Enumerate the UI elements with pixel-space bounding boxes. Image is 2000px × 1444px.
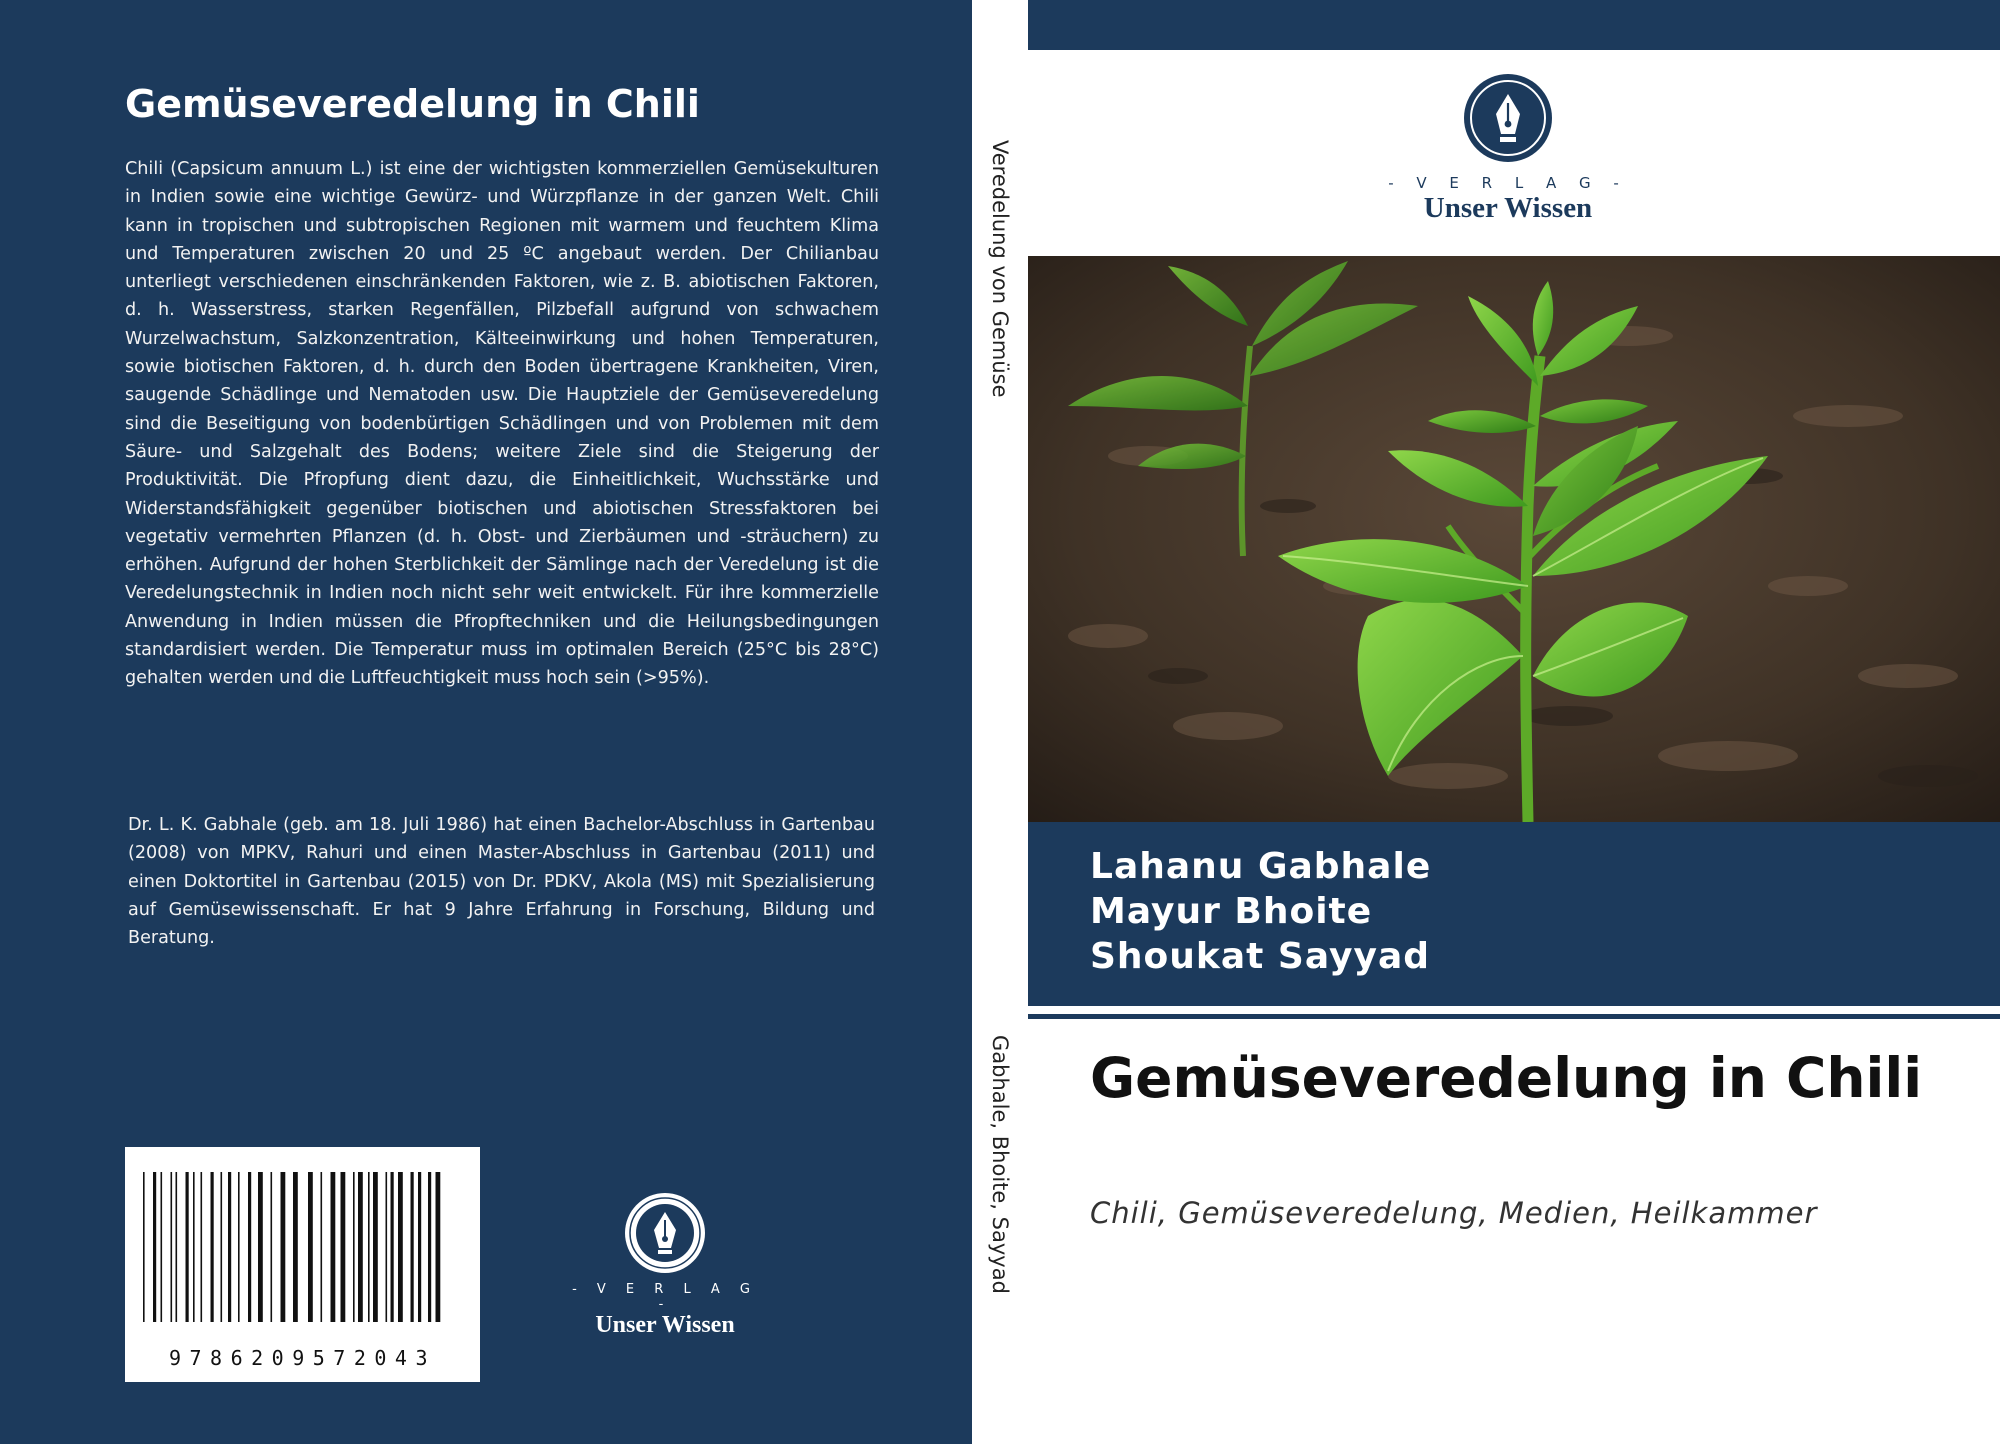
- front-cover-title: Gemüseveredelung in Chili: [1090, 1046, 1923, 1110]
- back-publisher-name: Unser Wissen: [595, 1312, 735, 1338]
- barcode-bar: [271, 1172, 273, 1322]
- author-name-3: Shoukat Sayyad: [1090, 936, 1431, 977]
- barcode-bar: [258, 1172, 263, 1322]
- barcode-bar: [398, 1172, 403, 1322]
- author-band: [1028, 822, 2000, 1006]
- barcode-bar: [221, 1172, 223, 1322]
- barcode-bar: [211, 1172, 214, 1322]
- fountain-pen-nib-icon: [1462, 72, 1554, 164]
- back-cover: [0, 0, 972, 1444]
- barcode-bar: [436, 1172, 441, 1322]
- isbn-barcode: [125, 1147, 480, 1382]
- barcode-bar: [331, 1172, 336, 1322]
- barcode-bar: [411, 1172, 414, 1322]
- spine-title: Veredelung von Gemüse: [988, 140, 1012, 398]
- chili-seedling-photo: [1028, 256, 2000, 822]
- barcode-bar: [341, 1172, 346, 1322]
- barcode-bar: [386, 1172, 388, 1322]
- barcode-bar: [238, 1172, 240, 1322]
- barcode-bar: [391, 1172, 394, 1322]
- barcode-bars: [143, 1172, 463, 1332]
- barcode-bar: [358, 1172, 363, 1322]
- spine-authors: Gabhale, Bhoite, Sayyad: [988, 1035, 1012, 1294]
- barcode-bar: [248, 1172, 251, 1322]
- barcode-bar: [321, 1172, 323, 1322]
- barcode-bar: [161, 1172, 163, 1322]
- isbn-digits: 9786209572043: [168, 1346, 437, 1370]
- front-publisher-logo: [1378, 72, 1638, 225]
- barcode-bar: [293, 1172, 298, 1322]
- back-cover-description: Chili (Capsicum annuum L.) ist eine der wichtigsten kommerziellen Gemüsekulturen in Indien sowie eine wichtige Gewürz- und Würzpflanze in der ganzen Welt. Chili kann in tropischen und subtropischen Regionen mit warmem und feuchtem Klima und Temperaturen zwischen 20 und 25 ºC angebaut werden. Der Chilianbau unterliegt verschiedenen einschränkenden Faktoren, wie z. B. abiotischen Faktoren, d. h. Wasserstress, starken Regenfällen, Pilzbefall aufgrund von schwachem Wurzelwachstum, Salzkonzentration, Kälteeinwirkung und hohen Temperaturen, sowie biotischen Faktoren, d. h. durch den Boden übertragene Krankheiten, Viren, saugende Schädlinge und Nematoden usw. Die Hauptziele der Gemüseveredelung sind die Beseitigung von bodenbürtigen Schädlingen und von Problemen mit dem Säure- und Salzgehalt des Bodens; weitere Ziele sind die Steigerung der Produktivität. Die Pfropfung dient dazu, die Einheitlichkeit, Wuchsstärke und Widerstandsfähigkeit gegenüber biotischen und abiotischen Stressfaktoren bei vegetativ vermehrten Pflanzen (d. h. Obst- und Zierbäumen und -sträuchern) zu erhöhen. Aufgrund der hohen Sterblichkeit der Sämlinge nach der Veredelung ist die Veredelungstechnik in Indien noch nicht sehr weit entwickelt. Für ihre kommerzielle Anwendung in Indien müssen die Pfropftechniken und die Heilungsbedingungen standardisiert werden. Die Temperatur muss im optimalen Bereich (25°C bis 28°C) gehalten werden und die Luftfeuchtigkeit muss hoch sein (>95%).: [125, 159, 879, 689]
- author-bio: Dr. L. K. Gabhale (geb. am 18. Juli 1986) hat einen Bachelor-Abschluss in Gartenbau (2008) von MPKV, Rahuri und einen Master-Abschluss in Gartenbau (2011) und einen Doktortitel in Gartenbau (2015) von Dr. PDKV, Akola (MS) mit Spezialisierung auf Gemüsewissenschaft. Er hat 9 Jahre Erfahrung in Forschung, Bildung und Beratung.: [128, 815, 875, 949]
- barcode-bar: [308, 1172, 313, 1322]
- back-publisher-logo: [560, 1190, 770, 1339]
- front-cover: [1028, 0, 2000, 1444]
- barcode-bar: [353, 1172, 355, 1322]
- front-publisher-label: - V E R L A G -: [1388, 174, 1628, 192]
- barcode-bar: [186, 1172, 189, 1322]
- front-cover-subtitle: Chili, Gemüseveredelung, Medien, Heilkammer: [1090, 1196, 1818, 1230]
- book-spine: [972, 0, 1028, 1444]
- barcode-bar: [143, 1172, 145, 1322]
- author-name-1: Lahanu Gabhale: [1090, 846, 1432, 887]
- barcode-bar: [193, 1172, 195, 1322]
- barcode-bar: [176, 1172, 178, 1322]
- barcode-bar: [281, 1172, 286, 1322]
- barcode-bar: [201, 1172, 203, 1322]
- fountain-pen-nib-icon: [622, 1190, 708, 1276]
- barcode-bar: [171, 1172, 173, 1322]
- barcode-bar: [418, 1172, 421, 1322]
- barcode-bar: [368, 1172, 370, 1322]
- author-name-2: Mayur Bhoite: [1090, 891, 1373, 932]
- back-publisher-label: - V E R L A G -: [572, 1282, 758, 1312]
- back-cover-title: Gemüseveredelung in Chili: [125, 82, 700, 126]
- barcode-bar: [228, 1172, 231, 1322]
- divider-rule: [1028, 1014, 2000, 1019]
- barcode-bar: [153, 1172, 156, 1322]
- front-publisher-name: Unser Wissen: [1423, 192, 1593, 224]
- barcode-bar: [373, 1172, 378, 1322]
- barcode-bar: [428, 1172, 431, 1322]
- top-band: [1028, 0, 2000, 50]
